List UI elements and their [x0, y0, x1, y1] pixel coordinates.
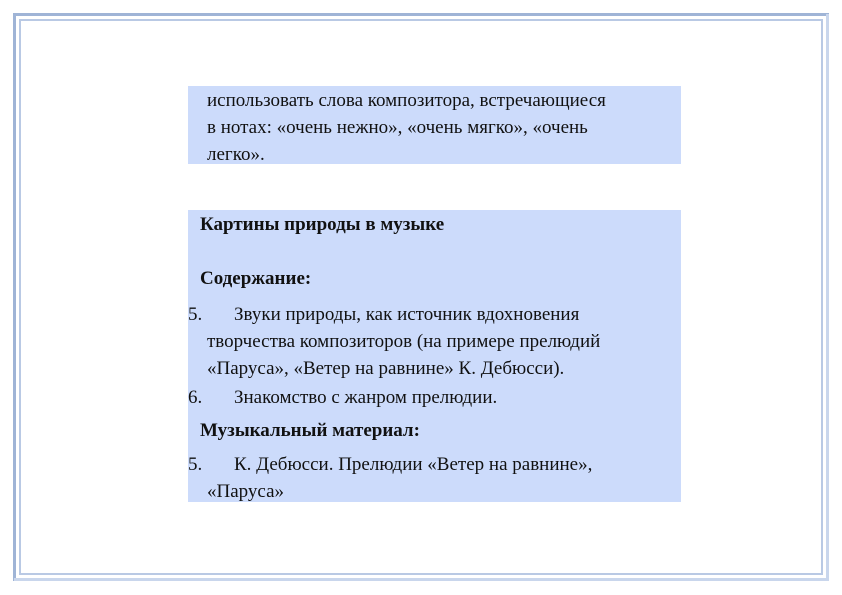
- text-block-lesson: [188, 210, 681, 502]
- previous-paragraph: [207, 87, 677, 168]
- content-item-5-line-3: «Паруса», «Ветер на равнине» К. Дебюсси).: [207, 358, 565, 379]
- lesson-title: Картины природы в музыке: [200, 214, 445, 235]
- content-item-5-line-1: Звуки природы, как источник вдохновения: [234, 304, 580, 325]
- list-number: 5.: [188, 304, 203, 325]
- previous-line-2: в нотах: «очень нежно», «очень мягко», «очень: [207, 117, 588, 138]
- slide-frame-shadow-bottom: [14, 578, 829, 581]
- slide-frame-shadow-right: [826, 14, 829, 581]
- content-item-5-line-2: творчества композиторов (на примере прелюдий: [207, 331, 601, 352]
- list-number: 6.: [188, 387, 203, 408]
- text-block-previous: [188, 86, 681, 164]
- material-heading: Музыкальный материал:: [200, 420, 420, 441]
- list-number: 5.: [188, 454, 203, 475]
- previous-line-3: легко».: [207, 144, 265, 165]
- previous-line-1: использовать слова композитора, встречающиеся: [207, 90, 606, 111]
- content-heading: Содержание:: [200, 268, 312, 289]
- material-item-5-line-2: «Паруса»: [207, 481, 285, 502]
- content-item-6-line-1: Знакомство с жанром прелюдии.: [234, 387, 498, 408]
- material-item-5-line-1: К. Дебюсси. Прелюдии «Ветер на равнине»,: [234, 454, 593, 475]
